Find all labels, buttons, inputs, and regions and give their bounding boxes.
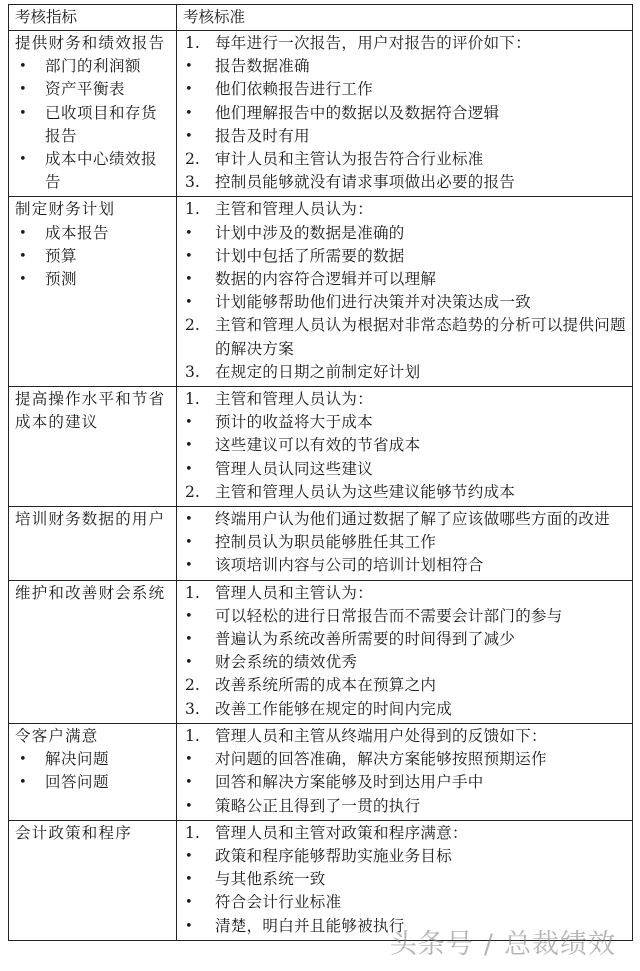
standard-item [185,582,628,605]
bullet-icon: • [185,535,193,551]
indicator-title: 会计政策和程序 [15,823,132,842]
watermark [390,922,616,961]
standard-item [185,845,628,868]
bullet-icon: • [185,895,193,911]
bullet-icon: • [185,848,193,864]
standard-text: 回答和解决方案能够及时到达用户手中 [215,773,484,792]
standard-cell [177,580,633,723]
standard-text: 改善系统所需的成本在预算之内 [215,676,437,695]
bullet-icon: • [19,105,27,121]
standard-item [185,531,628,554]
standard-item [185,891,628,914]
indicator-cell [9,31,177,197]
indicator-item [15,55,172,78]
standard-text: 清楚，明白并且能够被执行 [215,916,405,935]
indicator-item-text: 资产平衡表 [45,80,126,99]
standard-item [185,388,628,411]
indicator-title: 维护和改善财会系统 [15,583,166,602]
standard-cell [177,507,633,581]
list-number: 3. [185,173,200,192]
watermark-slash: / [483,929,494,960]
indicator-cell [9,723,177,820]
bullet-icon: • [19,775,27,791]
bullet-icon: • [185,438,193,454]
indicator-cell [9,820,177,940]
standard-text: 管理人员和主管从终端用户处得到的反馈如下： [215,726,547,745]
indicator-item-text: 已收项目和存货报告 [45,103,158,145]
standard-item [185,291,628,314]
standard-item [185,222,628,245]
standard-item [185,674,628,697]
bullet-icon: • [185,655,193,671]
standard-item [185,148,628,171]
table-header-row [9,5,633,31]
standard-item [185,198,628,221]
standard-item [185,748,628,771]
indicator-cell [9,197,177,387]
standard-item [185,434,628,457]
standard-text: 报告数据准确 [215,57,310,76]
indicator-item-text: 回答问题 [45,773,110,792]
indicator-item [15,245,172,268]
indicator-item [15,268,172,291]
header-indicator: 考核指标 [9,5,177,31]
indicator-title: 培训财务数据的用户 [15,510,166,529]
list-number: 3. [185,362,200,381]
bullet-icon: • [185,632,193,648]
standard-cell [177,197,633,387]
standard-item [185,78,628,101]
standard-item [185,628,628,651]
bullet-icon: • [185,461,193,477]
indicator-item [15,748,172,771]
standard-text: 改善工作能够在规定的时间内完成 [215,699,453,718]
list-number: 3. [185,699,200,718]
standard-item [185,32,628,55]
indicator-item-text: 成本中心绩效报告 [45,150,158,192]
bullet-icon: • [185,59,193,75]
standard-text: 计划中包括了所需要的数据 [215,246,405,265]
watermark-right: 总裁绩效 [504,929,616,960]
standard-text: 可以轻松的进行日常报告而不需要会计部门的参与 [215,606,563,625]
bullet-icon: • [185,872,193,888]
standard-text: 主管和管理人员认为根据对非常态趋势的分析可以提供问题的解决方案 [215,316,626,358]
watermark-left: 头条号 [389,929,474,960]
indicator-title: 制定财务计划 [15,200,116,219]
standard-item [185,411,628,434]
bullet-icon: • [185,105,193,121]
list-number: 2. [185,316,200,335]
table-row [9,723,633,820]
indicator-item [15,148,172,194]
standard-item [185,102,628,125]
bullet-icon: • [185,608,193,624]
assessment-table [8,4,633,941]
standard-cell [177,387,633,507]
standard-text: 普遍认为系统改善所需要的时间得到了减少 [215,630,516,649]
standard-cell [177,723,633,820]
indicator-title: 提供财务和绩效报告 [15,34,166,52]
standard-text: 管理人员和主管对政策和程序满意： [215,823,468,842]
standard-text: 数据的内容符合逻辑并可以理解 [215,270,437,289]
standard-cell [177,31,633,197]
standard-text: 计划中涉及的数据是准确的 [215,223,405,242]
standard-item [185,605,628,628]
bullet-icon: • [185,775,193,791]
standard-item [185,125,628,148]
standard-text: 报告及时有用 [215,126,310,145]
standard-text: 计划能够帮助他们进行决策并对决策达成一致 [215,293,532,312]
bullet-icon: • [185,225,193,241]
table-body [9,31,633,941]
assessment-table-sheet [8,4,632,941]
standard-text: 主管和管理人员认为： [215,390,374,409]
indicator-cell [9,507,177,581]
bullet-icon: • [185,512,193,528]
bullet-icon: • [19,248,27,264]
bullet-icon: • [185,272,193,288]
standard-text: 管理人员认同这些建议 [215,459,374,478]
indicator-title: 令客户满意 [15,726,99,745]
indicator-item-text: 预测 [45,270,78,289]
standard-item [185,171,628,194]
list-number: 1. [185,34,200,52]
standard-item [185,795,628,818]
standard-text: 财会系统的绩效优秀 [215,653,358,672]
standard-text: 主管和管理人员认为这些建议能够节约成本 [215,482,516,501]
bullet-icon: • [185,918,193,934]
header-standard: 考核标准 [177,5,633,31]
indicator-item-text: 部门的利润额 [45,57,142,76]
bullet-icon: • [19,59,27,75]
standard-text: 管理人员和主管认为： [215,583,374,602]
standard-item [185,55,628,78]
bullet-icon: • [185,248,193,264]
bullet-icon: • [185,82,193,98]
list-number: 1. [185,726,200,745]
bullet-icon: • [185,558,193,574]
standard-item [185,554,628,577]
standard-text: 策略公正且得到了一贯的执行 [215,796,421,815]
standard-text: 他们理解报告中的数据以及数据符合逻辑 [215,103,500,122]
table-row [9,31,633,197]
standard-item [185,868,628,891]
standard-text: 终端用户认为他们通过数据了解了应该做哪些方面的改进 [215,510,611,529]
table-row [9,580,633,723]
standard-item [185,508,628,531]
standard-item [185,698,628,721]
standard-item [185,245,628,268]
standard-text: 审计人员和主管认为报告符合行业标准 [215,150,484,169]
bullet-icon: • [185,128,193,144]
standard-item [185,361,628,384]
indicator-title: 提高操作水平和节省成本的建议 [15,390,166,432]
indicator-item [15,102,172,148]
standard-text: 控制员能够就没有请求事项做出必要的报告 [215,173,516,192]
standard-item [185,725,628,748]
bullet-icon: • [19,225,27,241]
bullet-icon: • [185,752,193,768]
standard-item [185,822,628,845]
list-number: 2. [185,150,200,169]
bullet-icon: • [19,82,27,98]
standard-item [185,481,628,504]
indicator-item-text: 成本报告 [45,223,110,242]
indicator-cell [9,387,177,507]
standard-text: 该项培训内容与公司的培训计划相符合 [215,556,484,575]
indicator-cell [9,580,177,723]
indicator-item [15,771,172,794]
standard-text: 在规定的日期之前制定好计划 [215,362,421,381]
bullet-icon: • [185,415,193,431]
table-row [9,387,633,507]
bullet-icon: • [19,272,27,288]
standard-text: 符合会计行业标准 [215,893,342,912]
indicator-item-text: 解决问题 [45,750,110,769]
standard-text: 政策和程序能够帮助实施业务目标 [215,846,453,865]
list-number: 2. [185,676,200,695]
indicator-item [15,222,172,245]
standard-text: 这些建议可以有效的节省成本 [215,436,421,455]
standard-item [185,314,628,360]
standard-text: 他们依赖报告进行工作 [215,80,374,99]
standard-text: 每年进行一次报告，用户对报告的评价如下： [215,34,532,52]
standard-text: 预计的收益将大于成本 [215,413,374,432]
bullet-icon: • [185,798,193,814]
list-number: 1. [185,200,200,219]
list-number: 1. [185,390,200,409]
standard-text: 与其他系统一致 [215,870,326,889]
list-number: 1. [185,823,200,842]
standard-item [185,771,628,794]
standard-text: 对问题的回答准确，解决方案能够按照预期运作 [215,750,547,769]
indicator-item-text: 预算 [45,246,78,265]
table-row [9,197,633,387]
list-number: 2. [185,482,200,501]
list-number: 1. [185,583,200,602]
bullet-icon: • [19,752,27,768]
standard-item [185,458,628,481]
standard-text: 控制员认为职员能够胜任其工作 [215,533,437,552]
indicator-item [15,78,172,101]
standard-text: 主管和管理人员认为： [215,200,374,219]
bullet-icon: • [19,152,27,168]
bullet-icon: • [185,295,193,311]
table-row [9,507,633,581]
standard-item [185,651,628,674]
standard-item [185,268,628,291]
